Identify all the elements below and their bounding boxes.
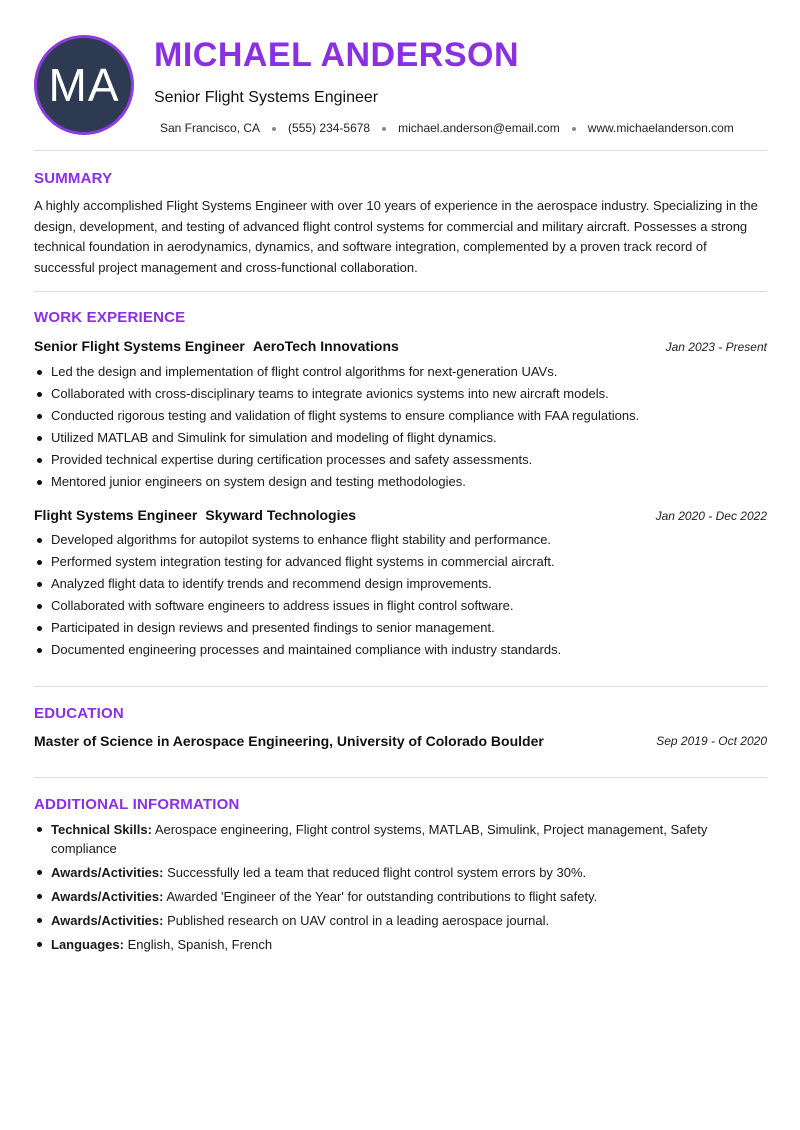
additional-list [34, 820, 767, 959]
education-entry [34, 733, 767, 749]
avatar [34, 35, 134, 135]
item-label: Technical Skills: [51, 822, 152, 837]
list-item: Collaborated with cross-disciplinary teams to integrate avionics systems into new aircraft models. [34, 383, 767, 405]
education-heading: EDUCATION [34, 705, 124, 722]
divider [34, 150, 767, 151]
job-header [34, 507, 767, 527]
item-label: Awards/Activities: [51, 913, 164, 928]
list-item: Mentored junior engineers on system design and testing methodologies. [34, 471, 767, 493]
contact-email[interactable]: michael.anderson@email.com [398, 121, 560, 135]
item-text: Awarded 'Engineer of the Year' for outstanding contributions to flight safety. [166, 889, 598, 904]
separator-dot [382, 127, 386, 131]
job-header [34, 338, 767, 358]
list-item: Participated in design reviews and presented findings to senior management. [34, 617, 767, 639]
additional-heading: ADDITIONAL INFORMATION [34, 796, 240, 813]
separator-dot [272, 127, 276, 131]
contact-location: San Francisco, CA [160, 121, 261, 135]
list-item: Conducted rigorous testing and validation of flight systems to ensure compliance with FAA regulations. [34, 405, 767, 427]
divider [34, 686, 767, 687]
job-role: Flight Systems Engineer [34, 507, 198, 523]
list-item [34, 935, 767, 954]
summary-text: A highly accomplished Flight Systems Engineer with over 10 years of experience in the aerospace industry. Specializing in the design, development, and testing of advanced flight control systems for commercial and military aircraft. Possesses a strong technical foundation in aerodynamics, dynamics, and software integration, complemented by a proven track record of successful project management and cross-functional collaboration. [34, 198, 758, 275]
list-item [34, 820, 767, 858]
list-item: Developed algorithms for autopilot systems to enhance flight stability and performance. [34, 529, 767, 551]
experience-heading: WORK EXPERIENCE [34, 309, 186, 326]
list-item: Performed system integration testing for advanced flight systems in commercial aircraft. [34, 551, 767, 573]
item-text: Successfully led a team that reduced flight control system errors by 30%. [167, 865, 587, 880]
item-label: Awards/Activities: [51, 889, 164, 904]
list-item: Collaborated with software engineers to address issues in flight control software. [34, 595, 767, 617]
contact-website[interactable]: www.michaelanderson.com [587, 121, 734, 135]
separator-dot [572, 127, 576, 131]
item-text: Published research on UAV control in a leading aerospace journal. [167, 913, 550, 928]
divider [34, 777, 767, 778]
list-item [34, 911, 767, 930]
job-dates: Jan 2020 - Dec 2022 [655, 509, 767, 523]
item-label: Awards/Activities: [51, 865, 164, 880]
list-item: Analyzed flight data to identify trends and recommend design improvements. [34, 573, 767, 595]
contact-line [160, 121, 734, 135]
item-label: Languages: [51, 937, 124, 952]
list-item [34, 863, 767, 882]
summary-heading: SUMMARY [34, 170, 113, 187]
education-dates: Sep 2019 - Oct 2020 [656, 734, 767, 748]
job-company: Skyward Technologies [205, 507, 357, 523]
job-dates: Jan 2023 - Present [665, 340, 767, 354]
contact-phone: (555) 234-5678 [288, 121, 371, 135]
avatar-initials: MA [48, 59, 120, 111]
item-text: Aerospace engineering, Flight control systems, MATLAB, Simulink, Project management, Safety compliance [51, 822, 708, 856]
list-item: Documented engineering processes and maintained compliance with industry standards. [34, 639, 767, 661]
divider [34, 291, 767, 292]
candidate-name: MICHAEL ANDERSON [154, 36, 520, 74]
item-text: English, Spanish, French [127, 937, 273, 952]
education-degree: Master of Science in Aerospace Engineering, University of Colorado Boulder [34, 733, 544, 749]
candidate-title: Senior Flight Systems Engineer [154, 89, 379, 106]
job-bullets [34, 361, 767, 493]
job-bullets [34, 529, 767, 661]
list-item: Provided technical expertise during certification processes and safety assessments. [34, 449, 767, 471]
job-role: Senior Flight Systems Engineer [34, 338, 245, 354]
list-item: Utilized MATLAB and Simulink for simulation and modeling of flight dynamics. [34, 427, 767, 449]
job-company: AeroTech Innovations [252, 338, 399, 354]
list-item [34, 887, 767, 906]
list-item: Led the design and implementation of flight control algorithms for next-generation UAVs. [34, 361, 767, 383]
